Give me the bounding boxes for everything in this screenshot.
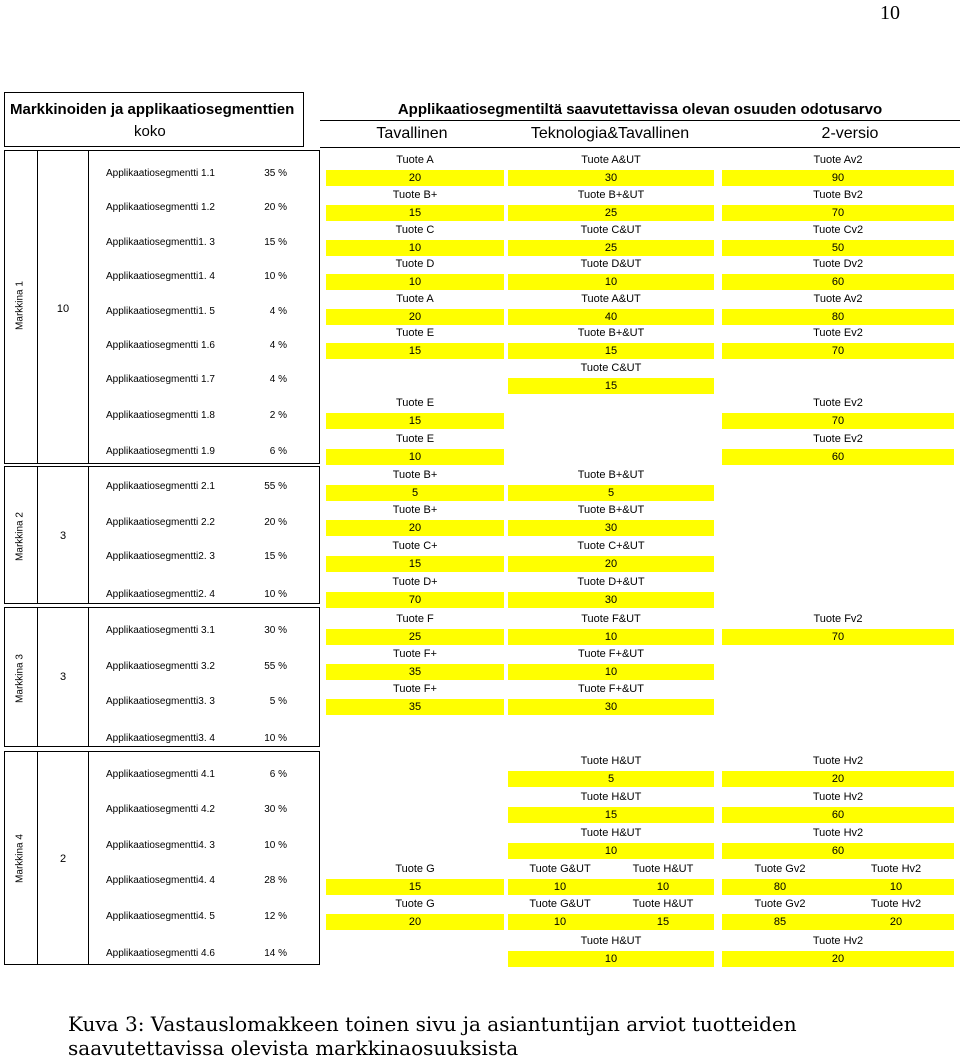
segment-share: 10 % <box>264 733 287 744</box>
product-share-value: 20 <box>722 951 954 967</box>
product-name: Tuote F <box>396 613 434 625</box>
product-name: Tuote Ev2 <box>813 397 863 409</box>
product-share-value: 5 <box>508 771 714 787</box>
product-share-value: 30 <box>508 520 714 536</box>
product-share-value: 10 <box>612 879 714 895</box>
divider <box>37 607 38 747</box>
divider <box>88 150 89 464</box>
product-name: Tuote C&UT <box>580 224 642 236</box>
product-name: Tuote A&UT <box>581 293 641 305</box>
segment-name: Applikaatiosegmentti1. 3 <box>106 237 215 248</box>
segment-name: Applikaatiosegmentti 1.8 <box>106 410 215 421</box>
product-share-value: 25 <box>326 629 504 645</box>
product-name: Tuote Hv2 <box>812 827 864 839</box>
product-share-value: 20 <box>838 914 954 930</box>
product-share-value: 10 <box>508 914 612 930</box>
product-name: Tuote Fv2 <box>813 613 863 625</box>
product-name: Tuote B+ <box>392 469 438 481</box>
product-name: Tuote Ev2 <box>813 327 863 339</box>
product-name: Tuote Hv2 <box>812 935 864 947</box>
segment-name: Applikaatiosegmentti4. 5 <box>106 911 215 922</box>
market-count-3: 3 <box>59 671 67 683</box>
product-name: Tuote A <box>396 154 434 166</box>
product-share-value: 30 <box>508 170 714 186</box>
segment-name: Applikaatiosegmentti2. 3 <box>106 551 215 562</box>
product-name: Tuote F+ <box>393 683 437 695</box>
market-count-2: 3 <box>59 530 67 542</box>
divider <box>37 466 38 604</box>
product-share-value: 25 <box>508 205 714 221</box>
divider <box>37 751 38 965</box>
product-name: Tuote F&UT <box>581 613 641 625</box>
market-label-4: Markkina 4 <box>14 834 26 883</box>
segment-share: 10 % <box>264 271 287 282</box>
product-name: Tuote C+&UT <box>577 540 645 552</box>
product-name: Tuote Ev2 <box>813 433 863 445</box>
segment-name: Applikaatiosegmentti 4.2 <box>106 804 215 815</box>
product-share-value: 70 <box>722 413 954 429</box>
product-name: Tuote F+ <box>393 648 437 660</box>
product-name: Tuote Cv2 <box>812 224 864 236</box>
product-share-value: 15 <box>612 914 714 930</box>
product-share-value: 60 <box>722 807 954 823</box>
product-share-value: 15 <box>326 343 504 359</box>
product-share-value: 90 <box>722 170 954 186</box>
product-share-value: 85 <box>722 914 838 930</box>
segment-share: 55 % <box>264 481 287 492</box>
product-name: Tuote G <box>395 863 435 875</box>
segment-name: Applikaatiosegmentti 4.1 <box>106 769 215 780</box>
segment-name: Applikaatiosegmentti 1.7 <box>106 374 215 385</box>
product-name: Tuote Bv2 <box>813 189 863 201</box>
product-share-value: 40 <box>508 309 714 325</box>
product-share-value: 15 <box>508 343 714 359</box>
segment-name: Applikaatiosegmentti1. 4 <box>106 271 215 282</box>
product-name: Tuote Hv2 <box>870 863 922 875</box>
product-name: Tuote B+&UT <box>577 189 645 201</box>
product-name: Tuote B+&UT <box>577 469 645 481</box>
product-share-value: 10 <box>508 664 714 680</box>
segment-share: 30 % <box>264 804 287 815</box>
product-name: Tuote C <box>395 224 435 236</box>
segment-name: Applikaatiosegmentti1. 5 <box>106 306 215 317</box>
segment-share: 55 % <box>264 661 287 672</box>
product-name: Tuote H&UT <box>580 827 642 839</box>
market-count-1: 10 <box>56 303 70 315</box>
product-name: Tuote B+&UT <box>577 504 645 516</box>
product-name: Tuote G&UT <box>529 898 591 910</box>
product-share-value: 15 <box>326 879 504 895</box>
product-name: Tuote C&UT <box>580 362 642 374</box>
segment-share: 20 % <box>264 202 287 213</box>
segment-name: Applikaatiosegmentti 1.1 <box>106 168 215 179</box>
product-name: Tuote D+&UT <box>577 576 645 588</box>
product-share-value: 10 <box>326 274 504 290</box>
segment-share: 4 % <box>269 340 287 351</box>
segment-name: Applikaatiosegmentti2. 4 <box>106 589 215 600</box>
product-share-value: 5 <box>326 485 504 501</box>
product-name: Tuote Hv2 <box>812 791 864 803</box>
product-share-value: 35 <box>326 664 504 680</box>
product-name: Tuote C+ <box>392 540 438 552</box>
segment-name: Applikaatiosegmentti 2.2 <box>106 517 215 528</box>
product-name: Tuote F+&UT <box>578 683 644 695</box>
product-share-value: 70 <box>326 592 504 608</box>
market-count-4: 2 <box>59 853 67 865</box>
product-name: Tuote H&UT <box>580 755 642 767</box>
segment-share: 10 % <box>264 840 287 851</box>
segment-share: 35 % <box>264 168 287 179</box>
segment-share: 12 % <box>264 911 287 922</box>
product-share-value: 20 <box>722 771 954 787</box>
product-share-value: 80 <box>722 309 954 325</box>
product-name: Tuote Hv2 <box>812 755 864 767</box>
left-header-line1: Markkinoiden ja applikaatiosegmenttien <box>10 101 295 118</box>
product-share-value: 5 <box>508 485 714 501</box>
product-share-value: 35 <box>326 699 504 715</box>
segment-share: 10 % <box>264 589 287 600</box>
product-share-value: 30 <box>508 592 714 608</box>
segment-name: Applikaatiosegmentti4. 4 <box>106 875 215 886</box>
column-header-teknologia: Teknologia&Tavallinen <box>530 125 690 142</box>
figure-caption: Kuva 3: Vastauslomakkeen toinen sivu ja asiantuntijan arviot tuotteiden saavutettavissa olevista markkinaosuuksista <box>68 1012 797 1060</box>
segment-name: Applikaatiosegmentti 4.6 <box>106 948 215 959</box>
product-name: Tuote H&UT <box>632 863 694 875</box>
segment-share: 6 % <box>269 446 287 457</box>
product-name: Tuote Hv2 <box>870 898 922 910</box>
product-share-value: 10 <box>838 879 954 895</box>
right-header-underline <box>320 120 960 121</box>
segment-share: 4 % <box>269 374 287 385</box>
segment-name: Applikaatiosegmentti 3.1 <box>106 625 215 636</box>
product-name: Tuote H&UT <box>632 898 694 910</box>
segment-share: 15 % <box>264 551 287 562</box>
product-name: Tuote G&UT <box>529 863 591 875</box>
product-share-value: 60 <box>722 449 954 465</box>
product-name: Tuote H&UT <box>580 935 642 947</box>
product-share-value: 10 <box>326 240 504 256</box>
product-share-value: 15 <box>508 807 714 823</box>
product-name: Tuote D <box>395 258 435 270</box>
product-name: Tuote Av2 <box>813 154 863 166</box>
divider <box>88 751 89 965</box>
product-name: Tuote B+ <box>392 189 438 201</box>
segment-share: 14 % <box>264 948 287 959</box>
product-share-value: 10 <box>508 629 714 645</box>
segment-share: 28 % <box>264 875 287 886</box>
product-share-value: 30 <box>508 699 714 715</box>
product-share-value: 10 <box>326 449 504 465</box>
divider <box>37 150 38 464</box>
segment-name: Applikaatiosegmentti 2.1 <box>106 481 215 492</box>
segment-share: 30 % <box>264 625 287 636</box>
market-label-3: Markkina 3 <box>14 654 26 703</box>
product-share-value: 70 <box>722 205 954 221</box>
product-share-value: 60 <box>722 843 954 859</box>
product-share-value: 15 <box>326 556 504 572</box>
segment-name: Applikaatiosegmentti3. 3 <box>106 696 215 707</box>
left-header-line2: koko <box>134 123 166 140</box>
product-name: Tuote E <box>395 433 435 445</box>
divider <box>88 607 89 747</box>
product-name: Tuote B+&UT <box>577 327 645 339</box>
product-share-value: 20 <box>326 520 504 536</box>
product-share-value: 70 <box>722 343 954 359</box>
product-name: Tuote Gv2 <box>754 863 806 875</box>
product-name: Tuote B+ <box>392 504 438 516</box>
product-share-value: 60 <box>722 274 954 290</box>
product-name: Tuote D+ <box>392 576 438 588</box>
product-share-value: 20 <box>326 309 504 325</box>
product-name: Tuote E <box>395 397 435 409</box>
product-name: Tuote Dv2 <box>812 258 864 270</box>
segment-name: Applikaatiosegmentti 3.2 <box>106 661 215 672</box>
product-share-value: 15 <box>326 205 504 221</box>
segment-name: Applikaatiosegmentti 1.2 <box>106 202 215 213</box>
product-share-value: 20 <box>326 170 504 186</box>
product-share-value: 10 <box>508 274 714 290</box>
product-share-value: 10 <box>508 951 714 967</box>
product-share-value: 25 <box>508 240 714 256</box>
product-name: Tuote E <box>395 327 435 339</box>
column-header-tavallinen: Tavallinen <box>376 125 448 142</box>
product-name: Tuote A <box>396 293 434 305</box>
product-share-value: 80 <box>722 879 838 895</box>
segment-name: Applikaatiosegmentti 1.9 <box>106 446 215 457</box>
product-name: Tuote Gv2 <box>754 898 806 910</box>
product-share-value: 10 <box>508 843 714 859</box>
product-name: Tuote Av2 <box>813 293 863 305</box>
product-name: Tuote H&UT <box>580 791 642 803</box>
product-share-value: 50 <box>722 240 954 256</box>
product-name: Tuote G <box>395 898 435 910</box>
product-name: Tuote A&UT <box>581 154 641 166</box>
product-name: Tuote D&UT <box>580 258 642 270</box>
product-name: Tuote F+&UT <box>578 648 644 660</box>
product-share-value: 20 <box>508 556 714 572</box>
right-header-title: Applikaatiosegmentiltä saavutettavissa olevan osuuden odotusarvo <box>397 101 883 118</box>
product-share-value: 70 <box>722 629 954 645</box>
header-bottom-rule <box>320 147 960 148</box>
market-label-1: Markkina 1 <box>14 281 26 330</box>
column-header-2-versio: 2-versio <box>821 125 879 142</box>
segment-share: 2 % <box>269 410 287 421</box>
product-share-value: 15 <box>508 378 714 394</box>
product-share-value: 20 <box>326 914 504 930</box>
page-number: 10 <box>880 2 900 24</box>
segment-share: 6 % <box>269 769 287 780</box>
product-share-value: 10 <box>508 879 612 895</box>
segment-name: Applikaatiosegmentti4. 3 <box>106 840 215 851</box>
segment-share: 15 % <box>264 237 287 248</box>
product-share-value: 15 <box>326 413 504 429</box>
segment-name: Applikaatiosegmentti 1.6 <box>106 340 215 351</box>
segment-name: Applikaatiosegmentti3. 4 <box>106 733 215 744</box>
market-label-2: Markkina 2 <box>14 512 26 561</box>
segment-share: 4 % <box>269 306 287 317</box>
segment-share: 5 % <box>269 696 287 707</box>
divider <box>88 466 89 604</box>
market-block-4 <box>4 751 320 965</box>
segment-share: 20 % <box>264 517 287 528</box>
